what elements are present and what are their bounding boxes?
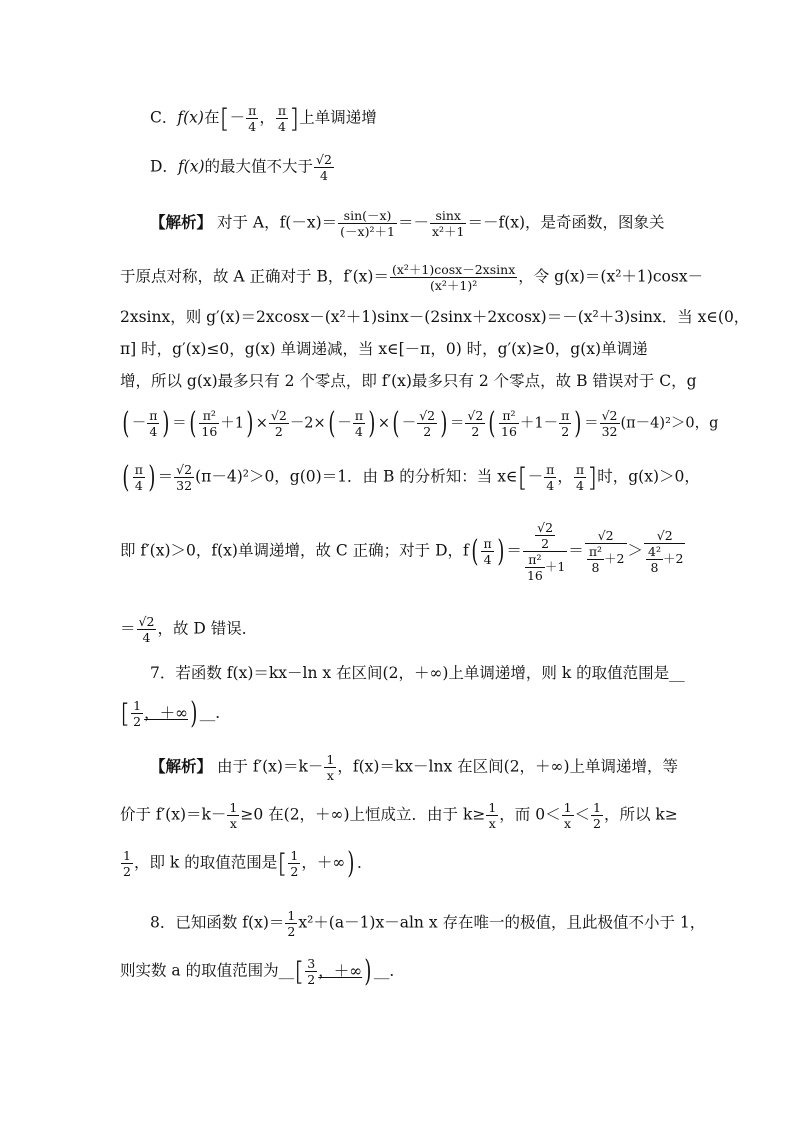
analysis-line-2: 于原点对称，故 A 正确对于 B，f′(x)＝ $\frac{\text{(x²＋1)cosx－2xsinx}}{\text{(x²＋1)²}}$ ，令 g(x)＝(x²＋1)cosx－: [120, 262, 704, 293]
question-7-answer: [ $\frac{1}{2}$ ，＋∞) __．: [120, 695, 231, 731]
question-7: 7．若函数 f(x)＝kx－ln x 在区间(2，＋∞)上单调递增，则 k 的取值范围是__: [150, 664, 685, 682]
analysis-line-8: 即 f′(x)＞0，f(x)单调递增，故 C 正确；对于 D，f( $\frac{\pi}{4}$ ) ＝ $\frac{√2}{2}$ $\frac{\text{π²}}{16}$ ＋1 ＝ √2 $\frac{\text{π²}}{8}$ ＋2 ＞ √2 $\frac{\text{4²}}{8}$ ＋2: [120, 520, 684, 583]
q7-analysis-line-1: 【解析】 由于 f′(x)＝k－ $\frac{1}{x}$ ，f(x)＝kx－lnx 在区间(2，＋∞)上单调递增，等: [150, 752, 679, 783]
analysis-line-4: π] 时，g′(x)≤0，g(x) 单调递减，当 x∈[－π，0) 时，g′(x)≥0，g(x)单调递: [120, 340, 648, 358]
option-c: C．f(x)在[－ $\frac{\pi}{4}$ ， $\frac{\pi}{4}$ ]上单调递增: [150, 103, 377, 134]
analysis-line-1: 【解析】 对于 A，f(－x)＝ $\frac{\sin(-x)}{\text{(－x)²＋1}}$ ＝－ $\frac{\sin x}{\text{x²＋1}}$ ＝－f(x)，是奇函数，图象关: [150, 208, 665, 239]
question-8-answer: 则实数 a 的取值范围为__[ $\frac{3}{2}$ ，＋∞) __．: [120, 953, 405, 989]
analysis-line-3: 2xsinx，则 g′(x)＝2xcosx－(x²＋1)sinx－(2sinx＋2xcosx)＝－(x²＋3)sinx．当 x∈(0，: [120, 308, 750, 326]
option-d: D．f(x)的最大值不大于 $\frac{√2}{4}$: [150, 152, 332, 183]
analysis-line-7: ( $\frac{\pi}{4}$ ) ＝ $\frac{√2}{32}$ (π－4)²＞0，g(0)＝1．由 B 的分析知：当 x∈[－ $\frac{\pi}{4}$ ， $\frac{\pi}{4}$ ]时，g(x)＞0，: [122, 459, 700, 495]
analysis-line-6: ( － $\frac{\pi}{4}$ ) ＝( $\frac{\text{π²}}{16}$ ＋1) × $\frac{√2}{2}$ －2×( － $\frac{\pi}{4}$ ) ×( － $\frac{√2}{2}$ ) ＝ $\frac{√2}{2}$ ( $\frac{\text{π²}}{16}$ ＋1－ $\frac{\pi}{2}$ ) ＝ $\frac{√2}{32}$ (π－4)²＞0，g: [122, 405, 719, 441]
analysis-line-9: ＝ $\frac{√2}{4}$ ，故 D 错误．: [120, 614, 258, 645]
q7-analysis-line-3: $\frac{1}{2}$ ，即 k 的取值范围是[ $\frac{1}{2}$ ，＋∞) ．: [123, 845, 373, 881]
question-8: 8．已知函数 f(x)＝ $\frac{1}{2}$ x²＋(a－1)x－aln x 存在唯一的极值，且此极值不小于 1，: [150, 908, 706, 939]
q7-analysis-line-2: 价于 f′(x)＝k－ $\frac{1}{x}$ ≥0 在(2，＋∞)上恒成立．由于 k≥ $\frac{1}{x}$ ，而 0＜ $\frac{1}{x}$ ＜ $\frac{1}{2}$ ，所以 k≥: [120, 800, 678, 831]
analysis-line-5: 增，所以 g(x)最多只有 2 个零点，即 f′(x)最多只有 2 个零点，故 B 错误对于 C，g: [120, 372, 697, 390]
